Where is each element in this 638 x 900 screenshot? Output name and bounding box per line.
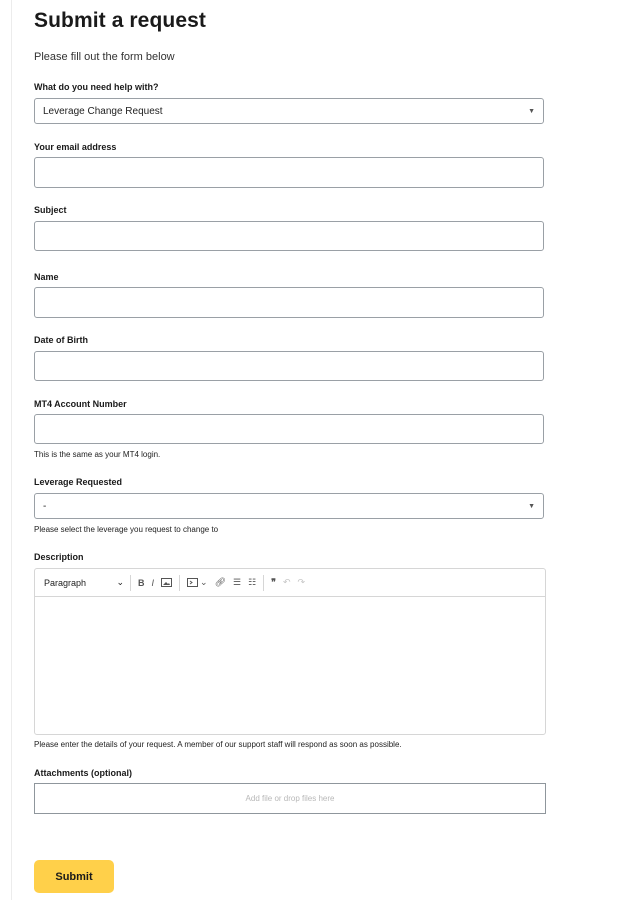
chevron-down-icon: ⌄: [116, 577, 124, 587]
chevron-down-icon: ▼: [528, 502, 535, 510]
leverage-select[interactable]: [34, 493, 544, 519]
submit-button[interactable]: Submit: [34, 860, 114, 893]
paragraph-label: Paragraph: [44, 577, 87, 588]
bulleted-list-icon[interactable]: ☰: [233, 577, 242, 587]
subject-field[interactable]: [34, 221, 544, 251]
help-topic-label: What do you need help with?: [34, 82, 159, 92]
dob-field[interactable]: [34, 351, 544, 381]
name-label: Name: [34, 272, 59, 282]
page-title: Submit a request: [34, 9, 206, 32]
dob-label: Date of Birth: [34, 335, 88, 345]
blockquote-icon[interactable]: ❞: [271, 577, 276, 587]
attachments-dropzone[interactable]: [34, 783, 546, 814]
divider: [11, 0, 12, 900]
chevron-down-icon: ▼: [528, 107, 535, 115]
bold-icon[interactable]: B: [138, 577, 145, 588]
toolbar-divider: [179, 575, 180, 591]
leverage-value: -: [43, 500, 47, 512]
toolbar-divider: [130, 575, 131, 591]
redo-icon[interactable]: ↷: [297, 577, 306, 587]
help-topic-select[interactable]: [34, 98, 544, 124]
link-icon[interactable]: 🔗︎: [214, 577, 226, 587]
attachments-placeholder: Add file or drop files here: [245, 794, 335, 803]
description-editor: [34, 568, 546, 735]
editor-toolbar: [35, 569, 545, 597]
chevron-down-icon[interactable]: ⌄: [200, 577, 208, 587]
mt4-hint: This is the same as your MT4 login.: [34, 450, 161, 459]
email-label: Your email address: [34, 142, 117, 152]
numbered-list-icon[interactable]: ☷: [248, 577, 257, 587]
leverage-label: Leverage Requested: [34, 477, 123, 487]
form-intro: Please fill out the form below: [34, 51, 175, 63]
name-field[interactable]: [34, 287, 544, 318]
attachments-label: Attachments (optional): [34, 768, 132, 778]
mt4-account-field[interactable]: [34, 414, 544, 444]
italic-icon[interactable]: I: [151, 577, 155, 588]
leverage-hint: Please select the leverage you request to change to: [34, 525, 219, 534]
description-textarea[interactable]: [35, 597, 545, 736]
image-icon[interactable]: [161, 574, 172, 592]
subject-label: Subject: [34, 205, 67, 215]
code-block-icon[interactable]: [187, 574, 198, 592]
help-topic-value: Leverage Change Request: [43, 105, 163, 117]
email-field[interactable]: [34, 157, 544, 188]
paragraph-dropdown[interactable]: [44, 574, 124, 592]
description-hint: Please enter the details of your request. A member of our support staff will respond as soon as possible.: [34, 740, 402, 749]
mt4-label: MT4 Account Number: [34, 399, 127, 409]
toolbar-divider: [263, 575, 264, 591]
description-label: Description: [34, 552, 84, 562]
undo-icon[interactable]: ↶: [283, 577, 291, 587]
